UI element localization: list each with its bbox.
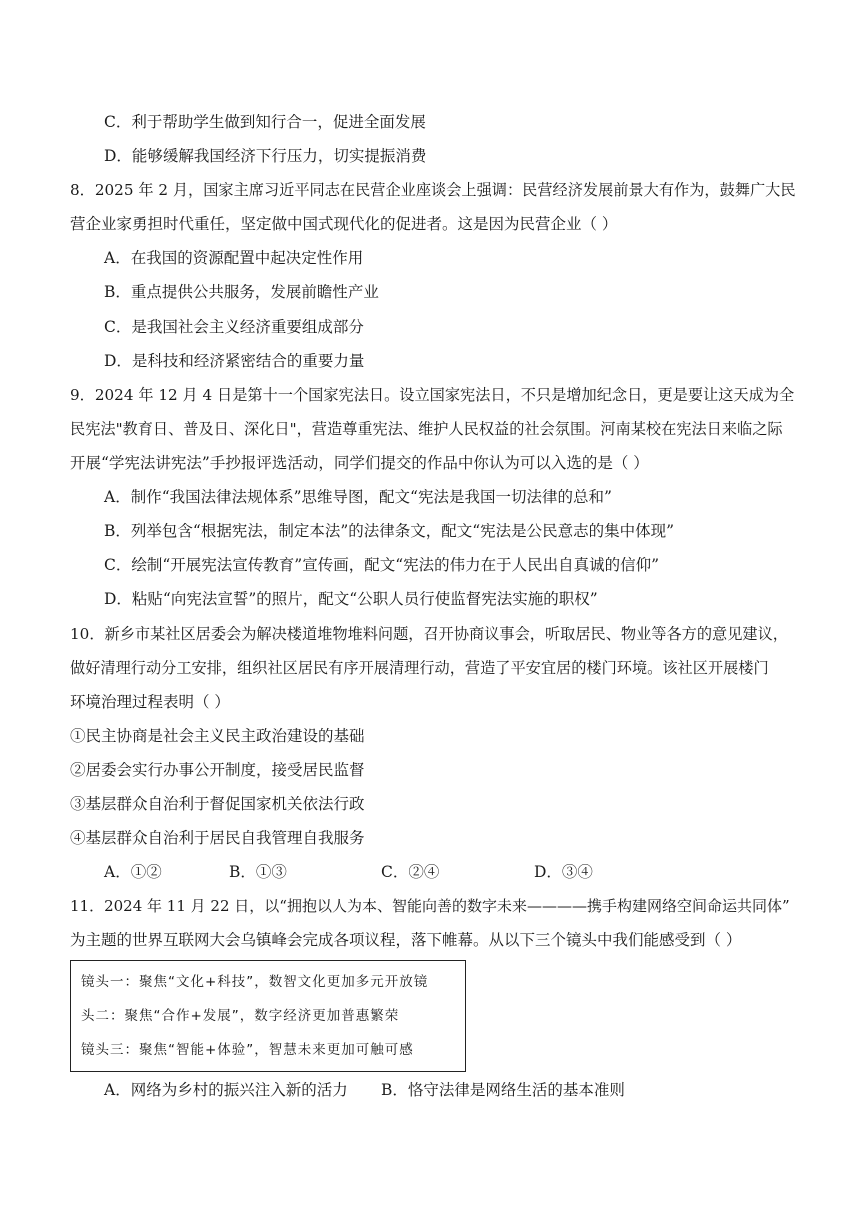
q7-option-c: C．利于帮助学生做到知行合一，促进全面发展 [104, 113, 426, 131]
q10-statement-2: ②居委会实行办事公开制度，接受居民监督 [70, 761, 365, 779]
q10-statement-1: ①民主协商是社会主义民主政治建设的基础 [70, 727, 365, 745]
camera-shots-box [70, 960, 466, 1072]
q10-option-c: C．②④ [381, 863, 440, 881]
q11-option-a: A．网络为乡村的振兴注入新的活力 [104, 1081, 348, 1099]
camera-shot-line-3: 镜头三：聚焦“智能+体验”，智慧未来更加可触可感 [81, 1042, 414, 1058]
q9-option-c: C．绘制“开展宪法宣传教育”宣传画，配文“宪法的伟力在于人民出自真诚的信仰” [104, 556, 660, 574]
q10-option-b: B．①③ [229, 863, 287, 881]
q9-option-b: B．列举包含“根据宪法，制定本法”的法律条文，配文“宪法是公民意志的集中体现” [104, 522, 675, 540]
q7-option-d: D．能够缓解我国经济下行压力，切实提振消费 [104, 147, 427, 165]
q10-statement-3: ③基层群众自治利于督促国家机关依法行政 [70, 795, 365, 813]
q9-stem-line-1: 9．2024 年 12 月 4 日是第十一个国家宪法日。设立国家宪法日，不只是增加纪念日，更是要让这天成为全 [70, 386, 795, 404]
q11-stem-line-2: 为主题的世界互联网大会乌镇峰会完成各项议程，落下帷幕。从以下三个镜头中我们能感受到（ ） [70, 931, 742, 949]
q8-option-c: C．是我国社会主义经济重要组成部分 [104, 318, 364, 336]
q8-stem-line-1: 8．2025 年 2 月，国家主席习近平同志在民营企业座谈会上强调：民营经济发展前景大有作为，鼓舞广大民 [70, 181, 796, 199]
q10-stem-line-2: 做好清理行动分工安排，组织社区居民有序开展清理行动，营造了平安宜居的楼门环境。该社区开展楼门 [70, 659, 769, 677]
q10-stem-line-1: 10．新乡市某社区居委会为解决楼道堆物堆料问题，召开协商议事会，听取居民、物业等各方的意见建议， [70, 625, 788, 643]
q10-option-a: A．①② [104, 863, 162, 881]
q8-stem-line-2: 营企业家勇担时代重任，坚定做中国式现代化的促进者。这是因为民营企业（ ） [70, 215, 618, 233]
q10-option-d: D．③④ [534, 863, 593, 881]
q9-stem-line-2: 民宪法"教育日、普及日、深化日"，营造尊重宪法、维护人民权益的社会氛围。河南某校在宪法日来临之际 [70, 420, 783, 438]
camera-shot-line-1: 镜头一：聚焦“文化+科技”，数智文化更加多元开放镜 [81, 974, 429, 990]
q9-option-a: A．制作“我国法律法规体系”思维导图，配文“宪法是我国一切法律的总和” [104, 488, 612, 506]
q9-stem-line-3: 开展“学宪法讲宪法”手抄报评选活动，同学们提交的作品中你认为可以入选的是（ ） [70, 454, 649, 472]
q11-option-b: B．恪守法律是网络生活的基本准则 [381, 1081, 625, 1099]
q10-statement-4: ④基层群众自治利于居民自我管理自我服务 [70, 829, 365, 847]
q10-stem-line-3: 环境治理过程表明（ ） [70, 693, 230, 711]
q8-option-b: B．重点提供公共服务，发展前瞻性产业 [104, 283, 379, 301]
q8-option-d: D．是科技和经济紧密结合的重要力量 [104, 352, 365, 370]
q8-option-a: A．在我国的资源配置中起决定性作用 [104, 249, 364, 267]
q9-option-d: D．粘贴“向宪法宣誓”的照片，配文“公职人员行使监督宪法实施的职权” [104, 590, 598, 608]
q11-stem-line-1: 11．2024 年 11 月 22 日，以“拥抱以人为本、智能向善的数字未来————携手构建网络空间命运共同体” [70, 897, 790, 915]
camera-shot-line-2: 头二：聚焦“合作+发展”，数字经济更加普惠繁荣 [81, 1008, 400, 1024]
